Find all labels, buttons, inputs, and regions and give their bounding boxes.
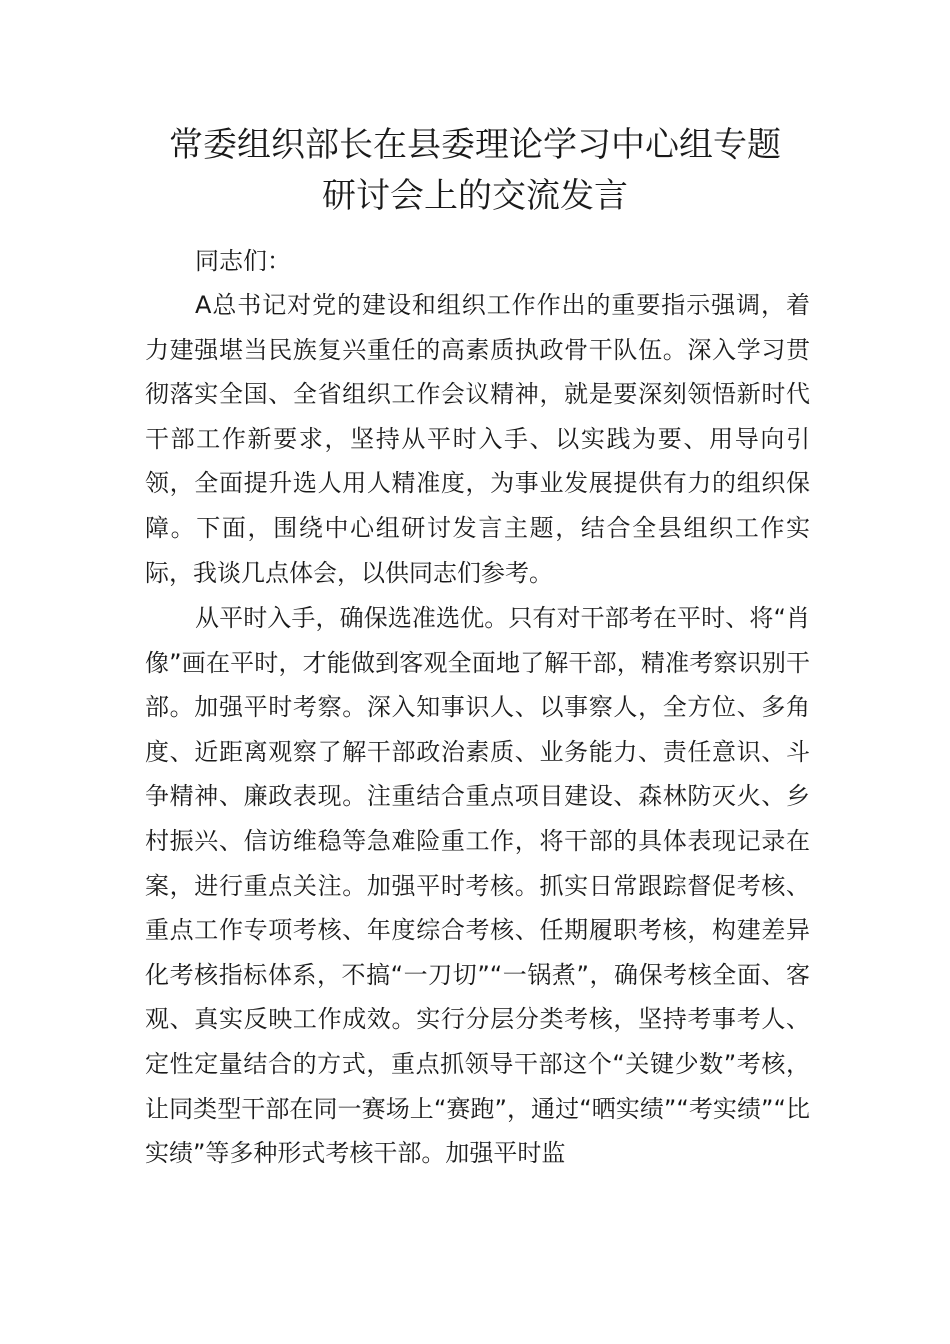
paragraph-section-1: 从平时入手，确保选准选优。只有对干部考在平时、将“肖像”画在平时，才能做到客观全面地了解干部，精准考察识别干部。加强平时考察。深入知事识人、以事察人，全方位、多角度、近距离观察了解干部政治素质、业务能力、责任意识、斗争精神、廉政表现。注重结合重点项目建设、森林防灭火、乡村振兴、信访维稳等急难险重工作，将干部的具体表现记录在案，进行重点关注。加强平时考核。抓实日常跟踪督促考核、重点工作专项考核、年度综合考核、任期履职考核，构建差异化考核指标体系，不搞“一刀切”“一锅煮”，确保考核全面、客观、真实反映工作成效。实行分层分类考核，坚持考事考人、定性定量结合的方式，重点抓领导干部这个“关键少数”考核，让同类型干部在同一赛场上“赛跑”，通过“晒实绩”“考实绩”“比实绩”等多种形式考核干部。加强平时监 [145,604,810,1168]
document-title-line-2: 研讨会上的交流发言 [322,176,628,216]
document-title-line-1: 常委组织部长在县委理论学习中心组专题 [169,125,781,165]
paragraph-intro: A总书记对党的建设和组织工作作出的重要指示强调，着力建强堪当民族复兴重任的高素质执政骨干队伍。深入学习贯彻落实全国、全省组织工作会议精神，就是要深刻领悟新时代干部工作新要求，坚持从平时入手、以实践为要、用导向引领，全面提升选人用人精准度，为事业发展提供有力的组织保障。下面，围绕中心组研讨发言主题，结合全县组织工作实际，我谈几点体会，以供同志们参考。 [145,291,810,587]
greeting: 同志们： [195,247,291,275]
